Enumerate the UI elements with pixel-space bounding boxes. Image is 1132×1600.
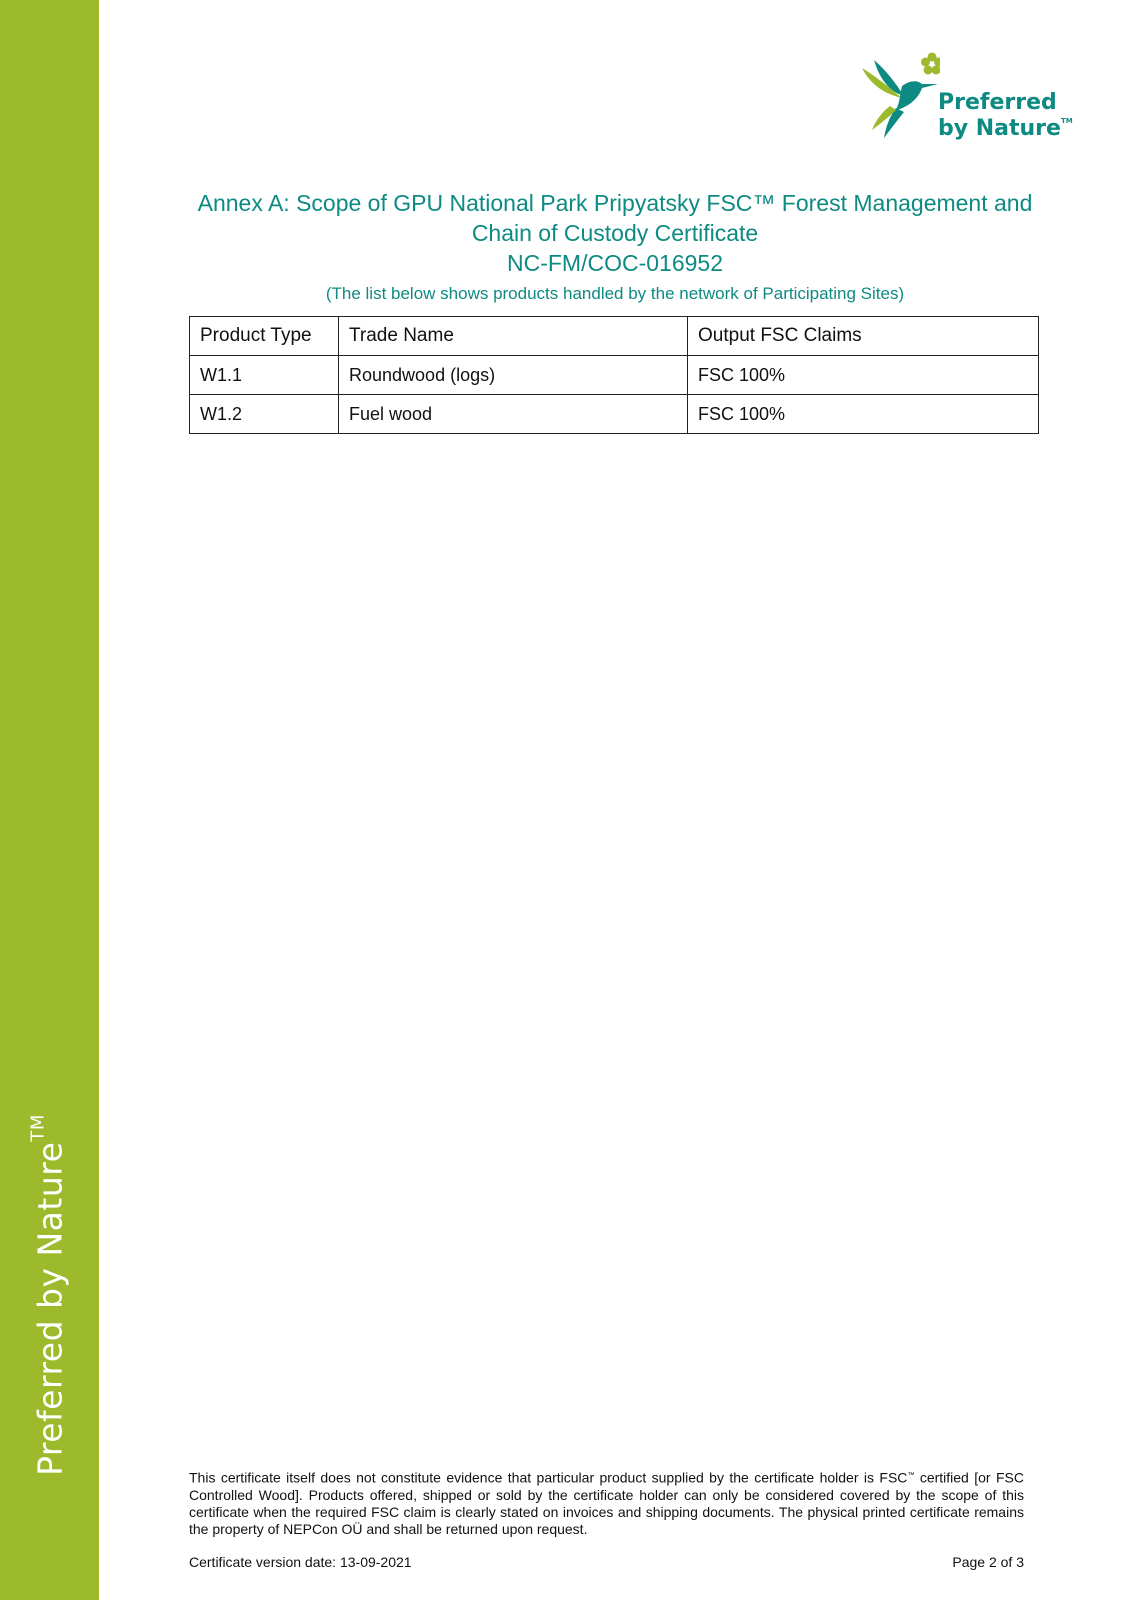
sidebar-band: [0, 0, 99, 1600]
table-row: [190, 356, 1039, 395]
annex-subtitle: (The list below shows products handled by the network of Participating Sites): [325, 284, 905, 303]
product-scope-table: [189, 316, 1039, 434]
column-header-product-type: Product Type: [190, 317, 339, 356]
disclaimer-text: [189, 1467, 1024, 1538]
cell-product-type: W1.1: [190, 356, 339, 395]
logo-wordmark-line1: Preferred: [938, 90, 1057, 115]
certificate-version-date: Certificate version date: 13-09-2021: [189, 1554, 412, 1570]
disclaimer-part1: This certificate itself does not constitute evidence that particular product supplied by the certificate holder is FSC: [189, 1469, 908, 1486]
logo-wordmark-line2-text: by Nature: [938, 116, 1061, 141]
annex-title-tm: ™: [752, 190, 776, 216]
sidebar-brand-label: Preferred by Nature: [30, 1141, 70, 1476]
table-row: [190, 395, 1039, 434]
annex-title: [195, 188, 1035, 248]
column-header-trade-name: Trade Name: [339, 317, 688, 356]
logo-wordmark-line2: [938, 116, 1073, 141]
cell-trade-name: Roundwood (logs): [339, 356, 688, 395]
hummingbird-icon: [860, 50, 940, 145]
column-header-output-claims: Output FSC Claims: [688, 317, 1039, 356]
certificate-number: NC-FM/COC-016952: [507, 250, 723, 276]
cell-output-claim: FSC 100%: [688, 395, 1039, 434]
cell-trade-name: Fuel wood: [339, 395, 688, 434]
annex-title-part1: Annex A: Scope of GPU National Park Pripyatsky FSC: [197, 190, 753, 216]
annex-title-part2: Forest Management and Chain of Custody Certificate: [471, 190, 1033, 246]
annex-header: [180, 188, 1050, 306]
cell-output-claim: FSC 100%: [688, 356, 1039, 395]
logo-tm: TM: [1060, 117, 1073, 125]
sidebar-brand-text: [27, 1114, 70, 1476]
page-number: Page 2 of 3: [952, 1554, 1024, 1570]
brand-logo: [860, 50, 1073, 145]
table-header-row: [190, 317, 1039, 356]
disclaimer-part2: certified [or FSC Controlled Wood]. Products offered, shipped or sold by the certificate holder can only be considered covered by the scope of this certificate when the required FSC claim is clearly stated on invoices and shipping documents. The physical printed certificate remains the property of NEPCon OÜ and shall be returned upon request.: [189, 1469, 1024, 1537]
disclaimer-tm: ™: [907, 1472, 915, 1479]
cell-product-type: W1.2: [190, 395, 339, 434]
sidebar-tm: TM: [27, 1114, 49, 1142]
